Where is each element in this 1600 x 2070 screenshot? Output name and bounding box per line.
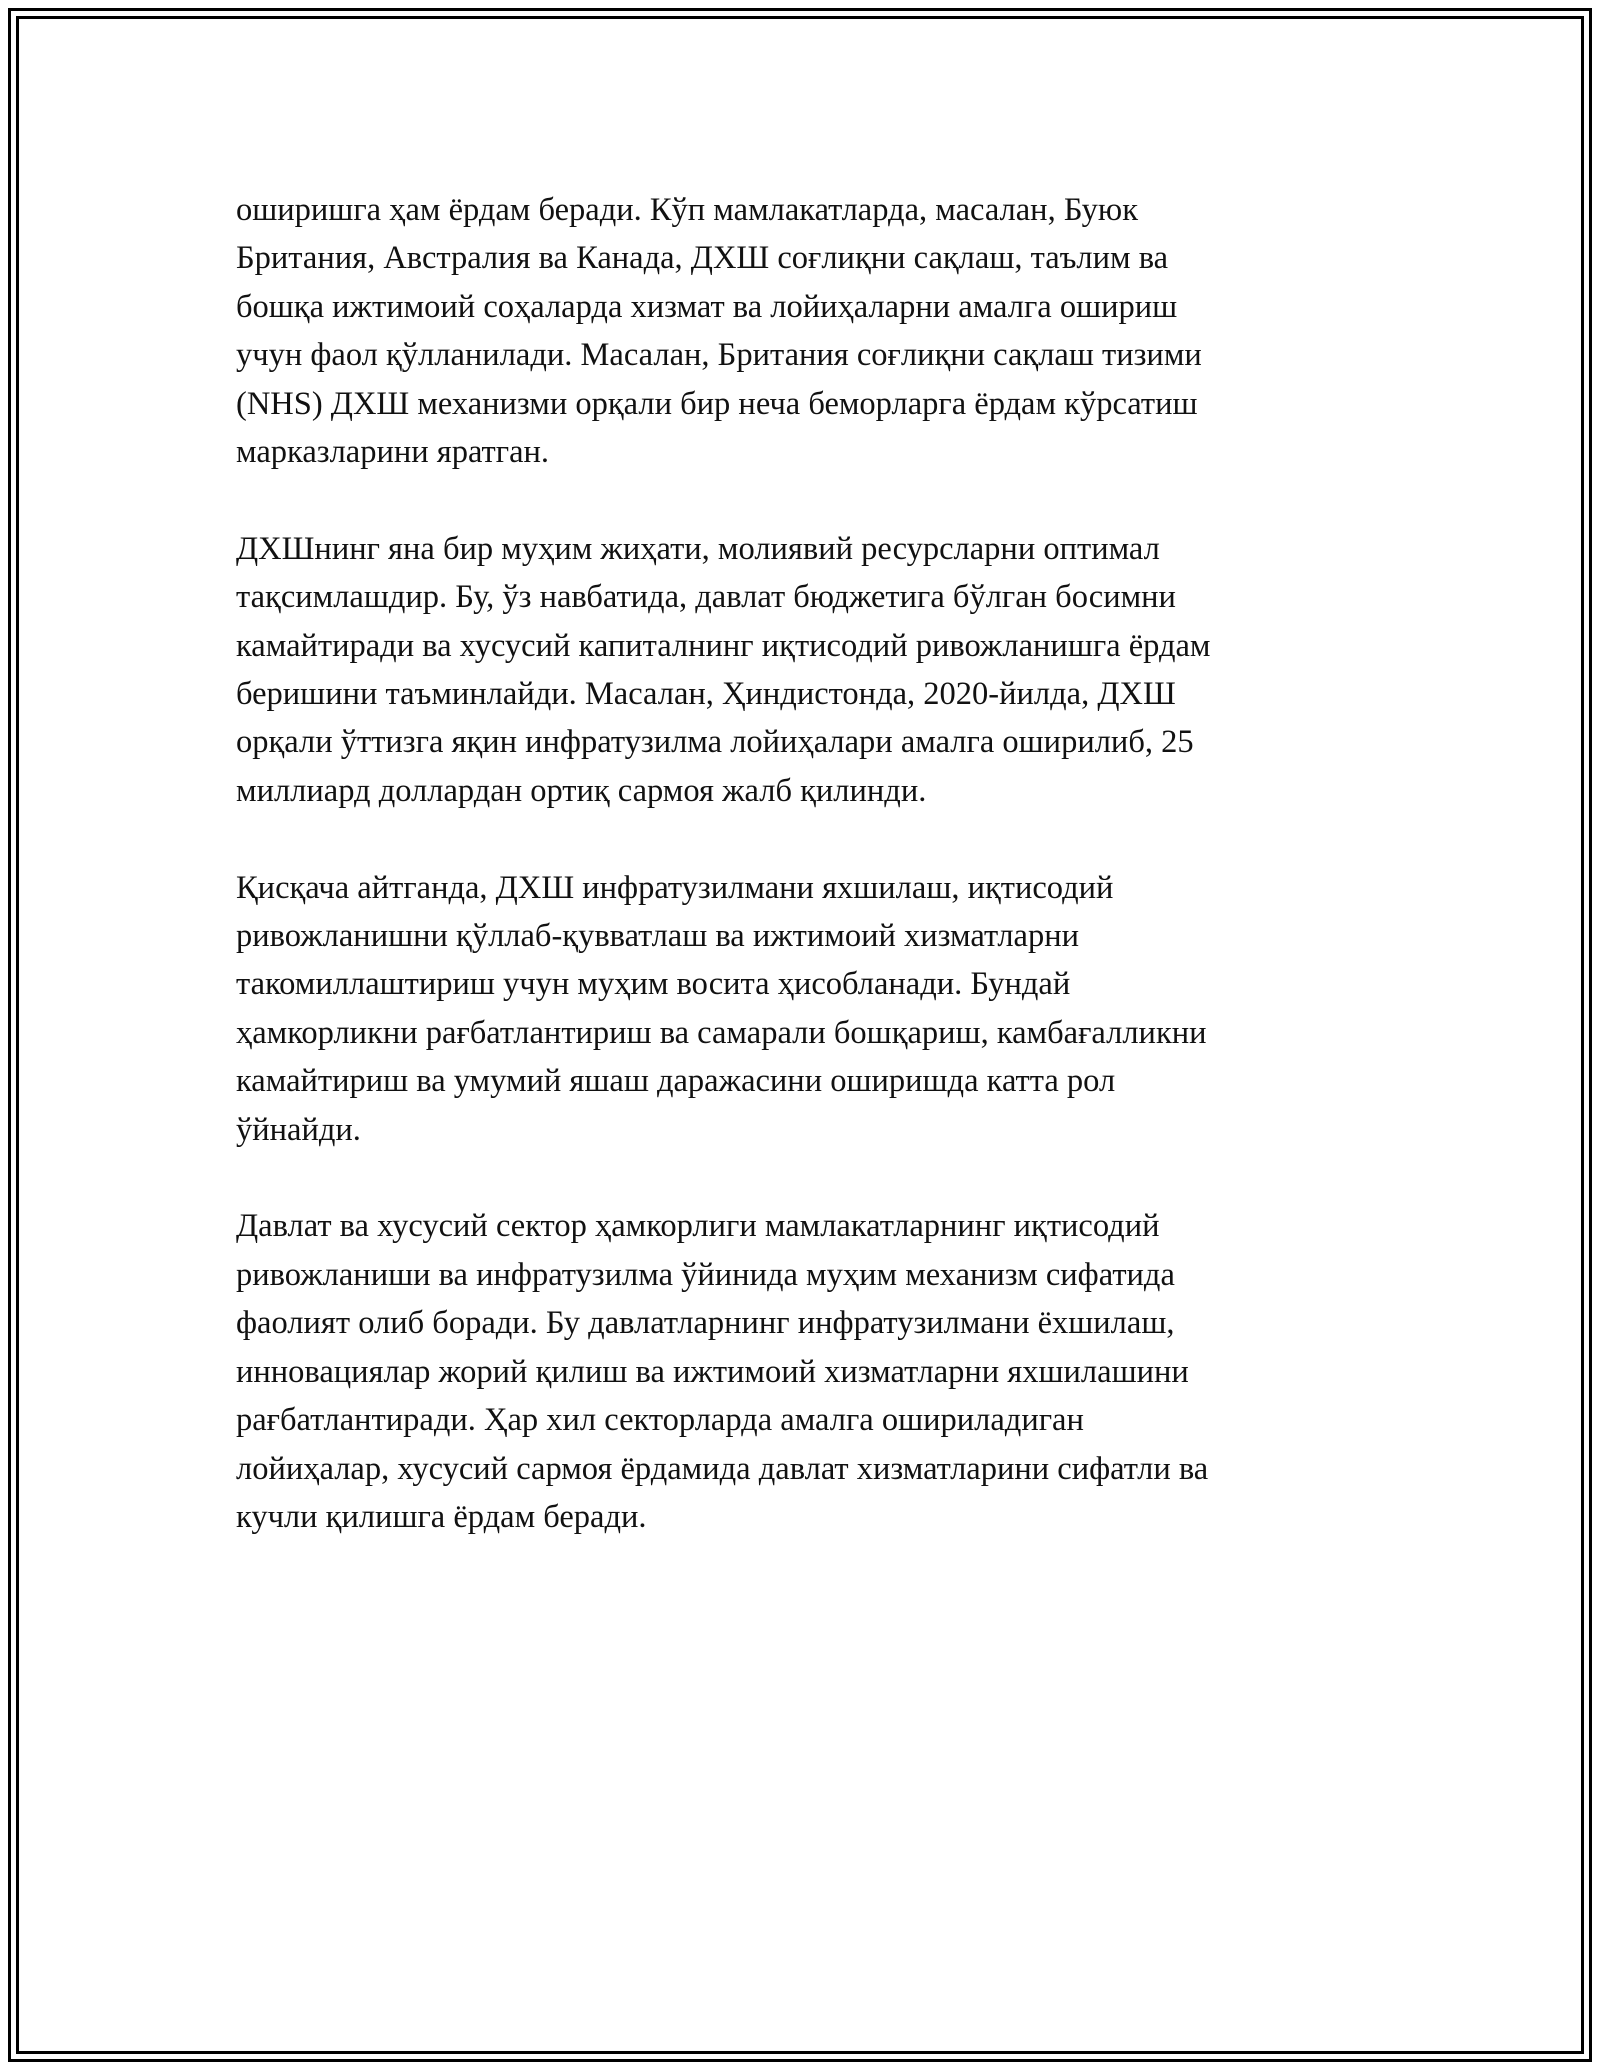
text-line: бошқа ижтимоий соҳаларда хизмат ва лойиҳаларни амалга ошириш: [236, 288, 1178, 325]
paragraph-2: [236, 525, 1366, 815]
text-line: ҳамкорликни рағбатлантириш ва самарали бошқариш, камбағалликни: [236, 1014, 1207, 1051]
text-line: фаолият олиб боради. Бу давлатларнинг инфратузилмани ёхшилаш,: [236, 1305, 1175, 1342]
paragraph-1: [236, 186, 1366, 476]
text-line: Давлат ва хусусий сектор ҳамкорлиги мамлакатларнинг иқтисодий: [236, 1208, 1160, 1245]
text-line: лойиҳалар, хусусий сармоя ёрдамида давлат хизматларини сифатли ва: [236, 1450, 1209, 1487]
text-line: ДХШнинг яна бир муҳим жиҳати, молиявий ресурсларни оптимал: [236, 530, 1160, 567]
text-line: ривожланиши ва инфратузилма ўйинида муҳим механизм сифатида: [236, 1256, 1175, 1293]
text-line: камайтиради ва хусусий капиталнинг иқтисодий ривожланишга ёрдам: [236, 627, 1211, 664]
text-line: такомиллаштириш учун муҳим восита ҳисобланади. Бундай: [236, 966, 1071, 1003]
text-line: кучли қилишга ёрдам беради.: [236, 1498, 647, 1535]
text-line: учун фаол қўлланилади. Масалан, Британия соғлиқни сақлаш тизими: [236, 337, 1202, 374]
text-line: ўйнайди.: [236, 1111, 361, 1148]
text-line: оширишга ҳам ёрдам беради. Кўп мамлакатларда, масалан, Буюк: [236, 192, 1139, 228]
text-line: миллиард доллардан ортиқ сармоя жалб қилинди.: [236, 772, 927, 809]
text-line: тақсимлашдир. Бу, ўз навбатида, давлат бюджетига бўлган босимни: [236, 579, 1176, 616]
text-line: орқали ўттизга яқин инфратузилма лойиҳалари амалга оширилиб, 25: [236, 724, 1194, 761]
text-line: Қисқача айтганда, ДХШ инфратузилмани яхшилаш, иқтисодий: [236, 869, 1114, 906]
text-line: камайтириш ва умумий яшаш даражасини оширишда катта рол: [236, 1063, 1116, 1100]
text-line: рағбатлантиради. Ҳар хил секторларда амалга ошириладиган: [236, 1402, 1084, 1439]
text-line: беришини таъминлайди. Масалан, Ҳиндистонда, 2020-йилда, ДХШ: [236, 676, 1176, 713]
document-body: [236, 186, 1366, 1590]
text-line: (NHS) ДХШ механизми орқали бир неча беморларга ёрдам кўрсатиш: [236, 385, 1198, 422]
text-line: ривожланишни қўллаб-қувватлаш ва ижтимоий хизматларни: [236, 918, 1080, 955]
paragraph-3: [236, 864, 1366, 1154]
text-line: Британия, Австралия ва Канада, ДХШ соғлиқни сақлаш, таълим ва: [236, 240, 1169, 277]
text-line: марказларини яратган.: [236, 434, 550, 471]
paragraph-4: [236, 1202, 1366, 1541]
text-line: инновациялар жорий қилиш ва ижтимоий хизматларни яхшилашини: [236, 1353, 1189, 1390]
